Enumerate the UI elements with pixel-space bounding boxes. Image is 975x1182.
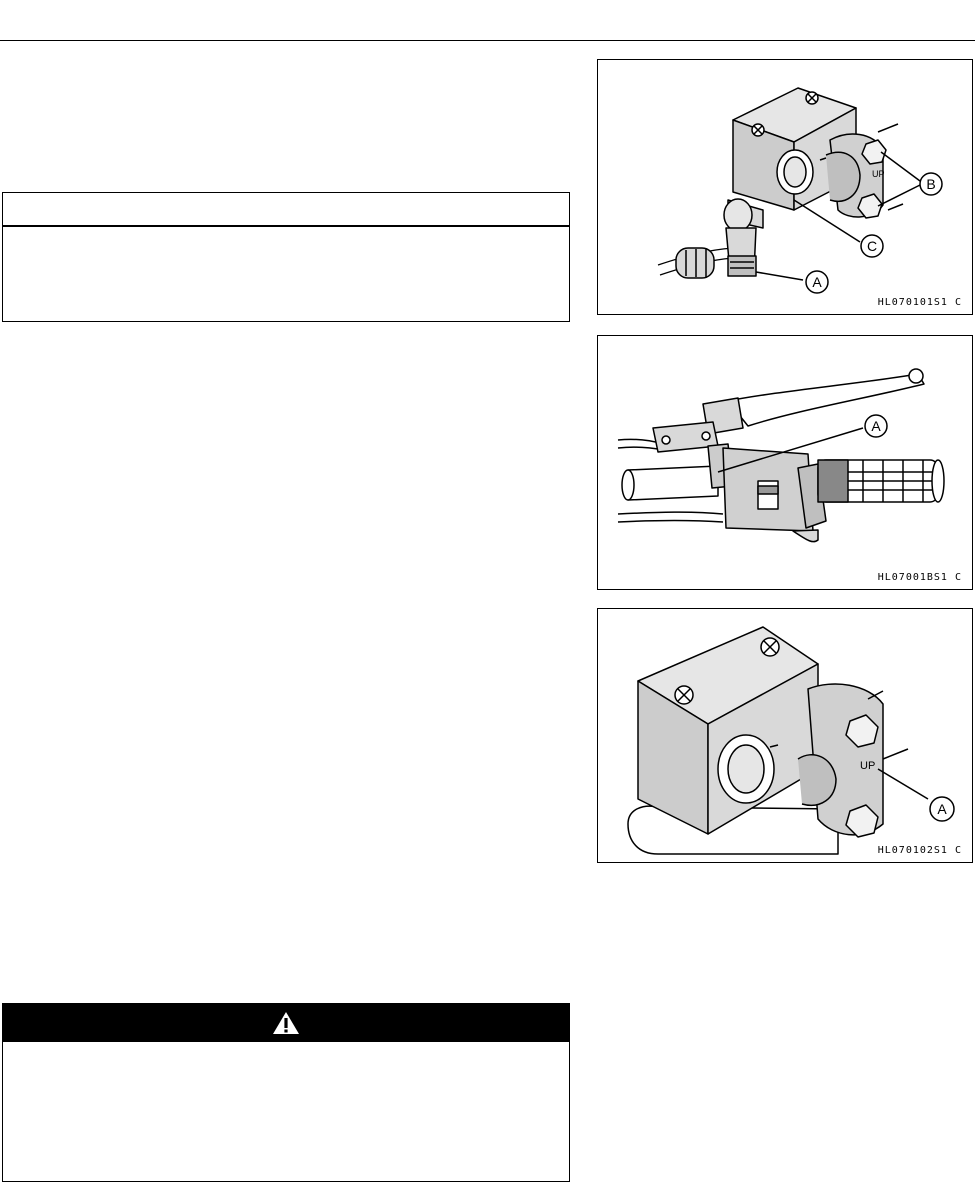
note-box xyxy=(2,192,570,322)
up-marking: UP xyxy=(872,169,885,179)
figure-2-illustration xyxy=(598,336,973,590)
figure-code: HL070102S1 C xyxy=(877,845,962,856)
up-marking: UP xyxy=(860,760,876,772)
callout-a: A xyxy=(871,418,881,434)
figure-code: HL07001BS1 C xyxy=(877,572,962,583)
figure-code: HL070101S1 C xyxy=(877,297,962,308)
figure-3-illustration xyxy=(598,609,973,863)
header-rule xyxy=(0,40,975,41)
warning-triangle-icon xyxy=(271,1010,301,1036)
note-box-title-row xyxy=(3,193,569,227)
warning-box xyxy=(2,1003,570,1182)
callout-a: A xyxy=(812,274,822,290)
figure-clamp-up-mark xyxy=(597,608,973,863)
figure-master-cylinder-clamp xyxy=(597,59,973,315)
callout-a: A xyxy=(937,801,947,817)
figure-1-illustration xyxy=(598,60,973,315)
callout-c: C xyxy=(866,238,878,254)
warning-header xyxy=(3,1004,569,1042)
figure-brake-lever-assembly xyxy=(597,335,973,590)
callout-b: B xyxy=(926,176,936,192)
